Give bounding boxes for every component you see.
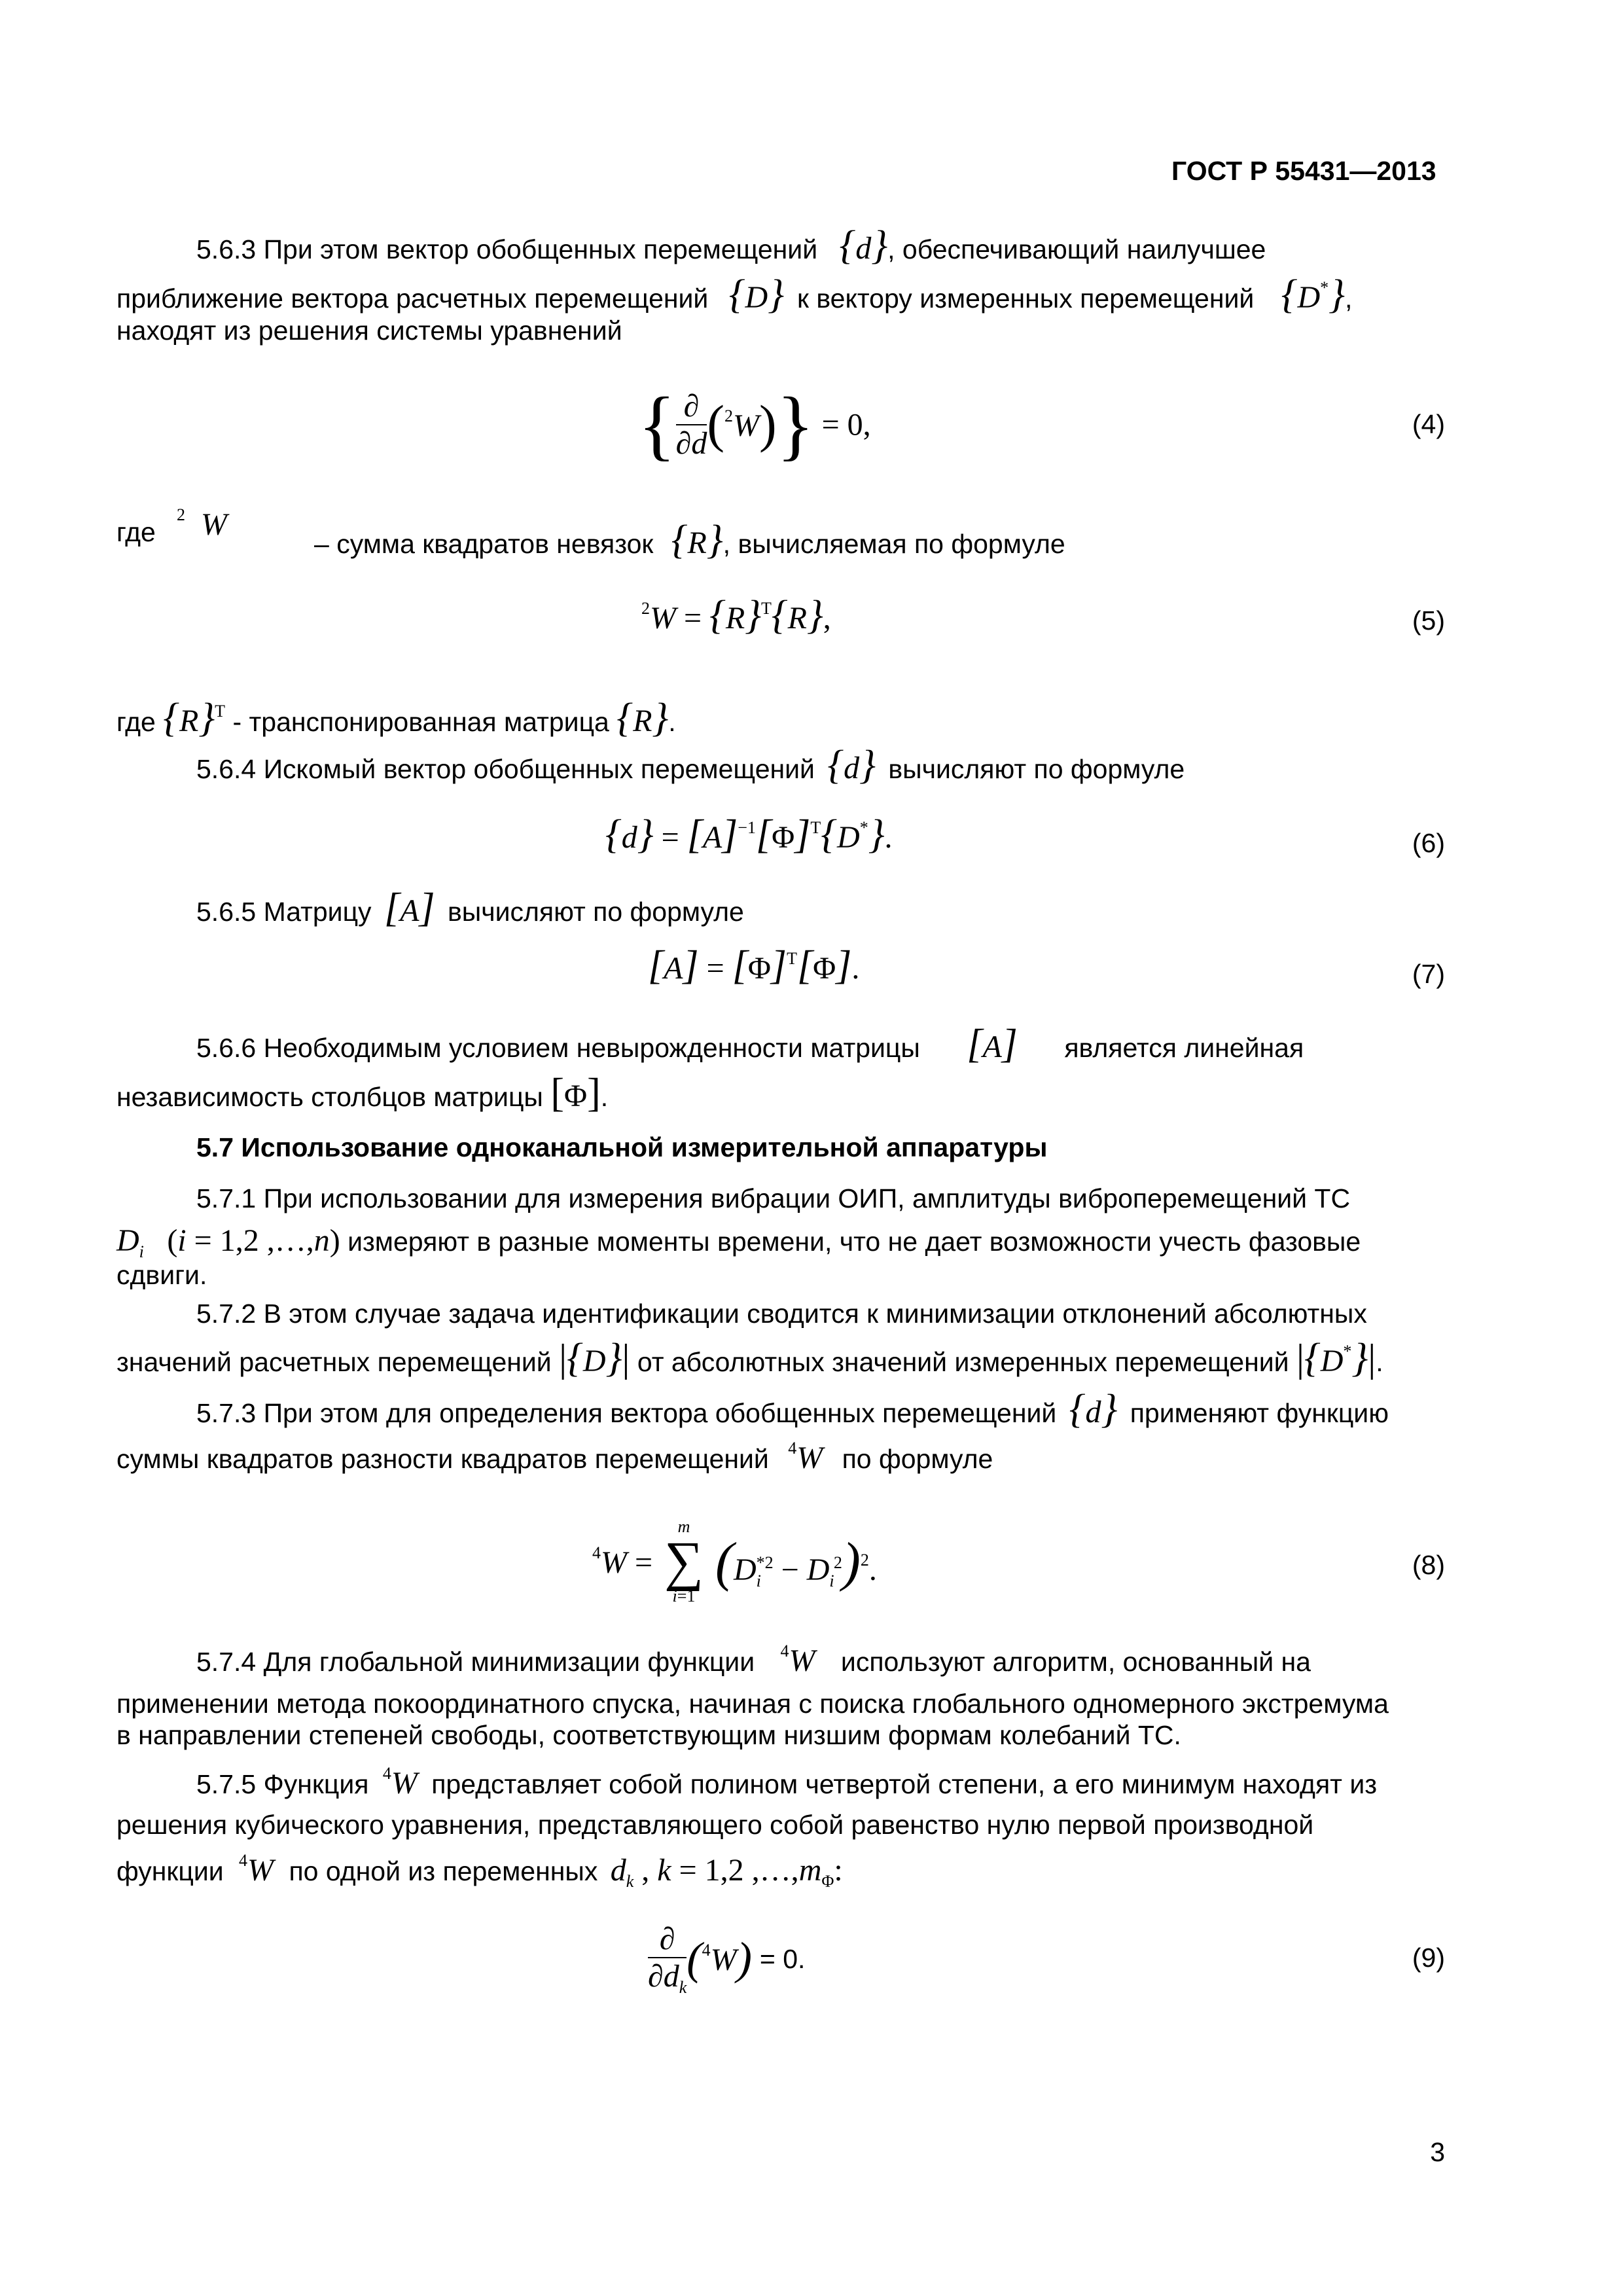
dk-variables: $d_k$ , k = 1,2 $,\dots,m_\Phi$: — [610, 1853, 843, 1891]
vector-d-symbol-3: {d} — [1069, 1387, 1118, 1431]
Di-symbol: $D_i$ — [116, 1223, 144, 1261]
para-566-end: . — [600, 1082, 609, 1112]
para-571-line3: сдвиги. — [116, 1260, 207, 1290]
para-575-line3-text: функции — [116, 1856, 224, 1886]
para-564-text: 5.6.4 Искомый вектор обобщенных перемещений — [196, 754, 815, 784]
vector-D-star-symbol: {D*} — [1281, 272, 1345, 317]
equation-6-number: (6) — [1412, 828, 1445, 858]
vector-R-transpose-symbol: $\{R\}^T$ — [163, 696, 226, 740]
vector-R-symbol: {R} — [671, 518, 723, 562]
para-574-line1-tail: используют алгоритм, основанный на — [840, 1647, 1311, 1677]
document-id: ГОСТ Р 55431—2013 — [1171, 156, 1436, 186]
para-565-tail: вычисляют по формуле — [447, 897, 744, 927]
para-563-line2-text: приближение вектора расчетных перемещений — [116, 283, 709, 314]
para-575-line3 — [116, 1851, 843, 1892]
para-575-line2: решения кубического уравнения, представляющего собой равенство нулю первой производной — [116, 1810, 1314, 1840]
index-range: (i = 1,2 ,…,n) — [167, 1223, 340, 1258]
vector-d-symbol-2: {d} — [827, 743, 876, 787]
para-564-tail: вычисляют по формуле — [888, 754, 1185, 784]
para-563-line3: находят из решения системы уравнений — [116, 315, 622, 346]
w4-symbol: $^4$W — [788, 1439, 823, 1475]
para-574-line3: в направлении степеней свободы, соответствующим низшим формам колебаний ТС. — [116, 1720, 1181, 1750]
w4-symbol-2: $^4$W — [780, 1641, 815, 1678]
equation-4-number: (4) — [1412, 409, 1445, 439]
para-572-line2-text: значений расчетных перемещений — [116, 1347, 552, 1377]
para-563-line2: приближение вектора расчетных перемещений {D} к вектору измеренных перемещений {D*}, — [116, 272, 1353, 317]
para-575-line3-mid: по одной из переменных — [289, 1856, 598, 1886]
matrix-phi-symbol: [Φ] — [550, 1071, 601, 1115]
page-number: 3 — [1430, 2137, 1445, 2167]
para-575-line1 — [196, 1764, 1377, 1801]
partial-derivative: $\frac{\partial}{\partial d}$ — [675, 389, 707, 461]
para-571-line2-text: измеряют в разные моменты времени, что не дает возможности учесть фазовые — [348, 1227, 1361, 1257]
equation-9: $\frac{\partial}{\partial d_k}$ ($^4$W) = 0. — [648, 1922, 806, 1997]
abs-D-star-symbol: |{D*}| — [1296, 1336, 1376, 1380]
para-574-line1-text: 5.7.4 Для глобальной минимизации функции — [196, 1647, 755, 1677]
w2-symbol: $^2$ W — [177, 505, 227, 542]
vector-R-symbol-2: {R} — [616, 696, 669, 740]
para-565 — [196, 885, 744, 931]
w4-symbol-4: $^4$W — [239, 1851, 274, 1888]
para-563-line1 — [196, 223, 1266, 269]
equation-5: $^2W = \{R\}^T\{R\}$, — [641, 593, 831, 637]
where-label-2: где — [116, 707, 156, 737]
para-574-line2: применении метода покоординатного спуска, начиная с поиска глобального одномерного экстремума — [116, 1689, 1389, 1719]
equation-7: $[A] = [\Phi]^T[\Phi]$. — [648, 943, 860, 988]
matrix-A-symbol-2: [A] — [967, 1022, 1018, 1066]
where-w2-line — [314, 517, 1065, 564]
equation-5-number: (5) — [1412, 605, 1445, 636]
para-573-line2 — [116, 1439, 993, 1476]
para-575-line1-tail: представляет собой полином четвертой степени, а его минимум находят из — [431, 1769, 1378, 1799]
para-563-line2-mid: к вектору измеренных перемещений — [797, 283, 1255, 314]
para-571-line2 — [116, 1223, 1361, 1262]
para-564 — [196, 742, 1185, 789]
where-w2-text2: , вычисляемая по формуле — [722, 529, 1065, 559]
para-573-line2-text: суммы квадратов разности квадратов перемещений — [116, 1444, 769, 1474]
para-572-end: . — [1376, 1347, 1383, 1377]
matrix-A-symbol: [A] — [383, 886, 435, 930]
equation-4-rhs: = 0, — [821, 407, 871, 442]
where-w2-text: – сумма квадратов невязок — [314, 529, 654, 559]
para-573-line1-text: 5.7.3 При этом для определения вектора обобщенных перемещений — [196, 1398, 1057, 1428]
where-label-1: где — [116, 517, 156, 547]
para-566-line1-text: 5.6.6 Необходимым условием невырожденности матрицы — [196, 1033, 920, 1063]
para-573-line1-tail: применяют функцию — [1130, 1398, 1389, 1428]
vector-D-symbol: {D} — [728, 272, 784, 317]
para-563-line1-tail: , обеспечивающий наилучшее — [887, 234, 1266, 264]
para-566-line1 — [196, 1021, 1304, 1067]
para-563-line1-text: 5.6.3 При этом вектор обобщенных перемещений — [196, 234, 818, 264]
para-565-text: 5.6.5 Матрицу — [196, 897, 372, 927]
equation-9-number: (9) — [1412, 1943, 1445, 1973]
para-575-line1-text: 5.7.5 Функция — [196, 1769, 369, 1799]
partial-derivative-dk: $\frac{\partial}{\partial d_k}$ — [648, 1922, 687, 1997]
para-573-line2-tail: по формуле — [842, 1444, 993, 1474]
where-rt-line — [116, 695, 676, 742]
para-566-line1-tail: является линейная — [1064, 1033, 1304, 1063]
where-rt-end: . — [668, 707, 676, 737]
equation-8-number: (8) — [1412, 1550, 1445, 1580]
equation-7-number: (7) — [1412, 959, 1445, 989]
para-572-line2 — [116, 1335, 1383, 1382]
equation-6: $\{d\} = [A]^{-1}[\Phi]^T\{D^*\}$. — [605, 812, 893, 857]
abs-D-symbol: |{D}| — [559, 1336, 630, 1380]
para-574-line1 — [196, 1641, 1311, 1679]
vector-d-symbol: {d} — [839, 223, 888, 268]
equation-9-rhs: = 0. — [759, 1944, 806, 1974]
para-566-line2 — [116, 1070, 608, 1117]
summation: m ∑ i=1 — [664, 1517, 704, 1605]
para-571-line1: 5.7.1 При использовании для измерения вибрации ОИП, амплитуды виброперемещений ТС — [196, 1183, 1351, 1213]
para-573-line1 — [196, 1386, 1389, 1433]
para-572-line2-mid: от абсолютных значений измеренных перемещений — [637, 1347, 1289, 1377]
where-rt-text: - транспонированная матрица — [232, 707, 609, 737]
section-5-7-heading: 5.7 Использование одноканальной измерительной аппаратуры — [196, 1132, 1048, 1162]
w4-symbol-3: $^4$W — [382, 1764, 418, 1801]
equation-8: $^4$W = m ∑ i=1 (D *2 i − D 2 i )$^2$. — [592, 1517, 877, 1605]
para-572-line1: 5.7.2 В этом случае задача идентификации сводится к минимизации отклонений абсолютных — [196, 1299, 1367, 1329]
equation-4: { $\frac{\partial}{\partial d}$ ($^2$W)} = 0, — [638, 381, 871, 468]
para-566-line2-text: независимость столбцов матрицы — [116, 1082, 543, 1112]
